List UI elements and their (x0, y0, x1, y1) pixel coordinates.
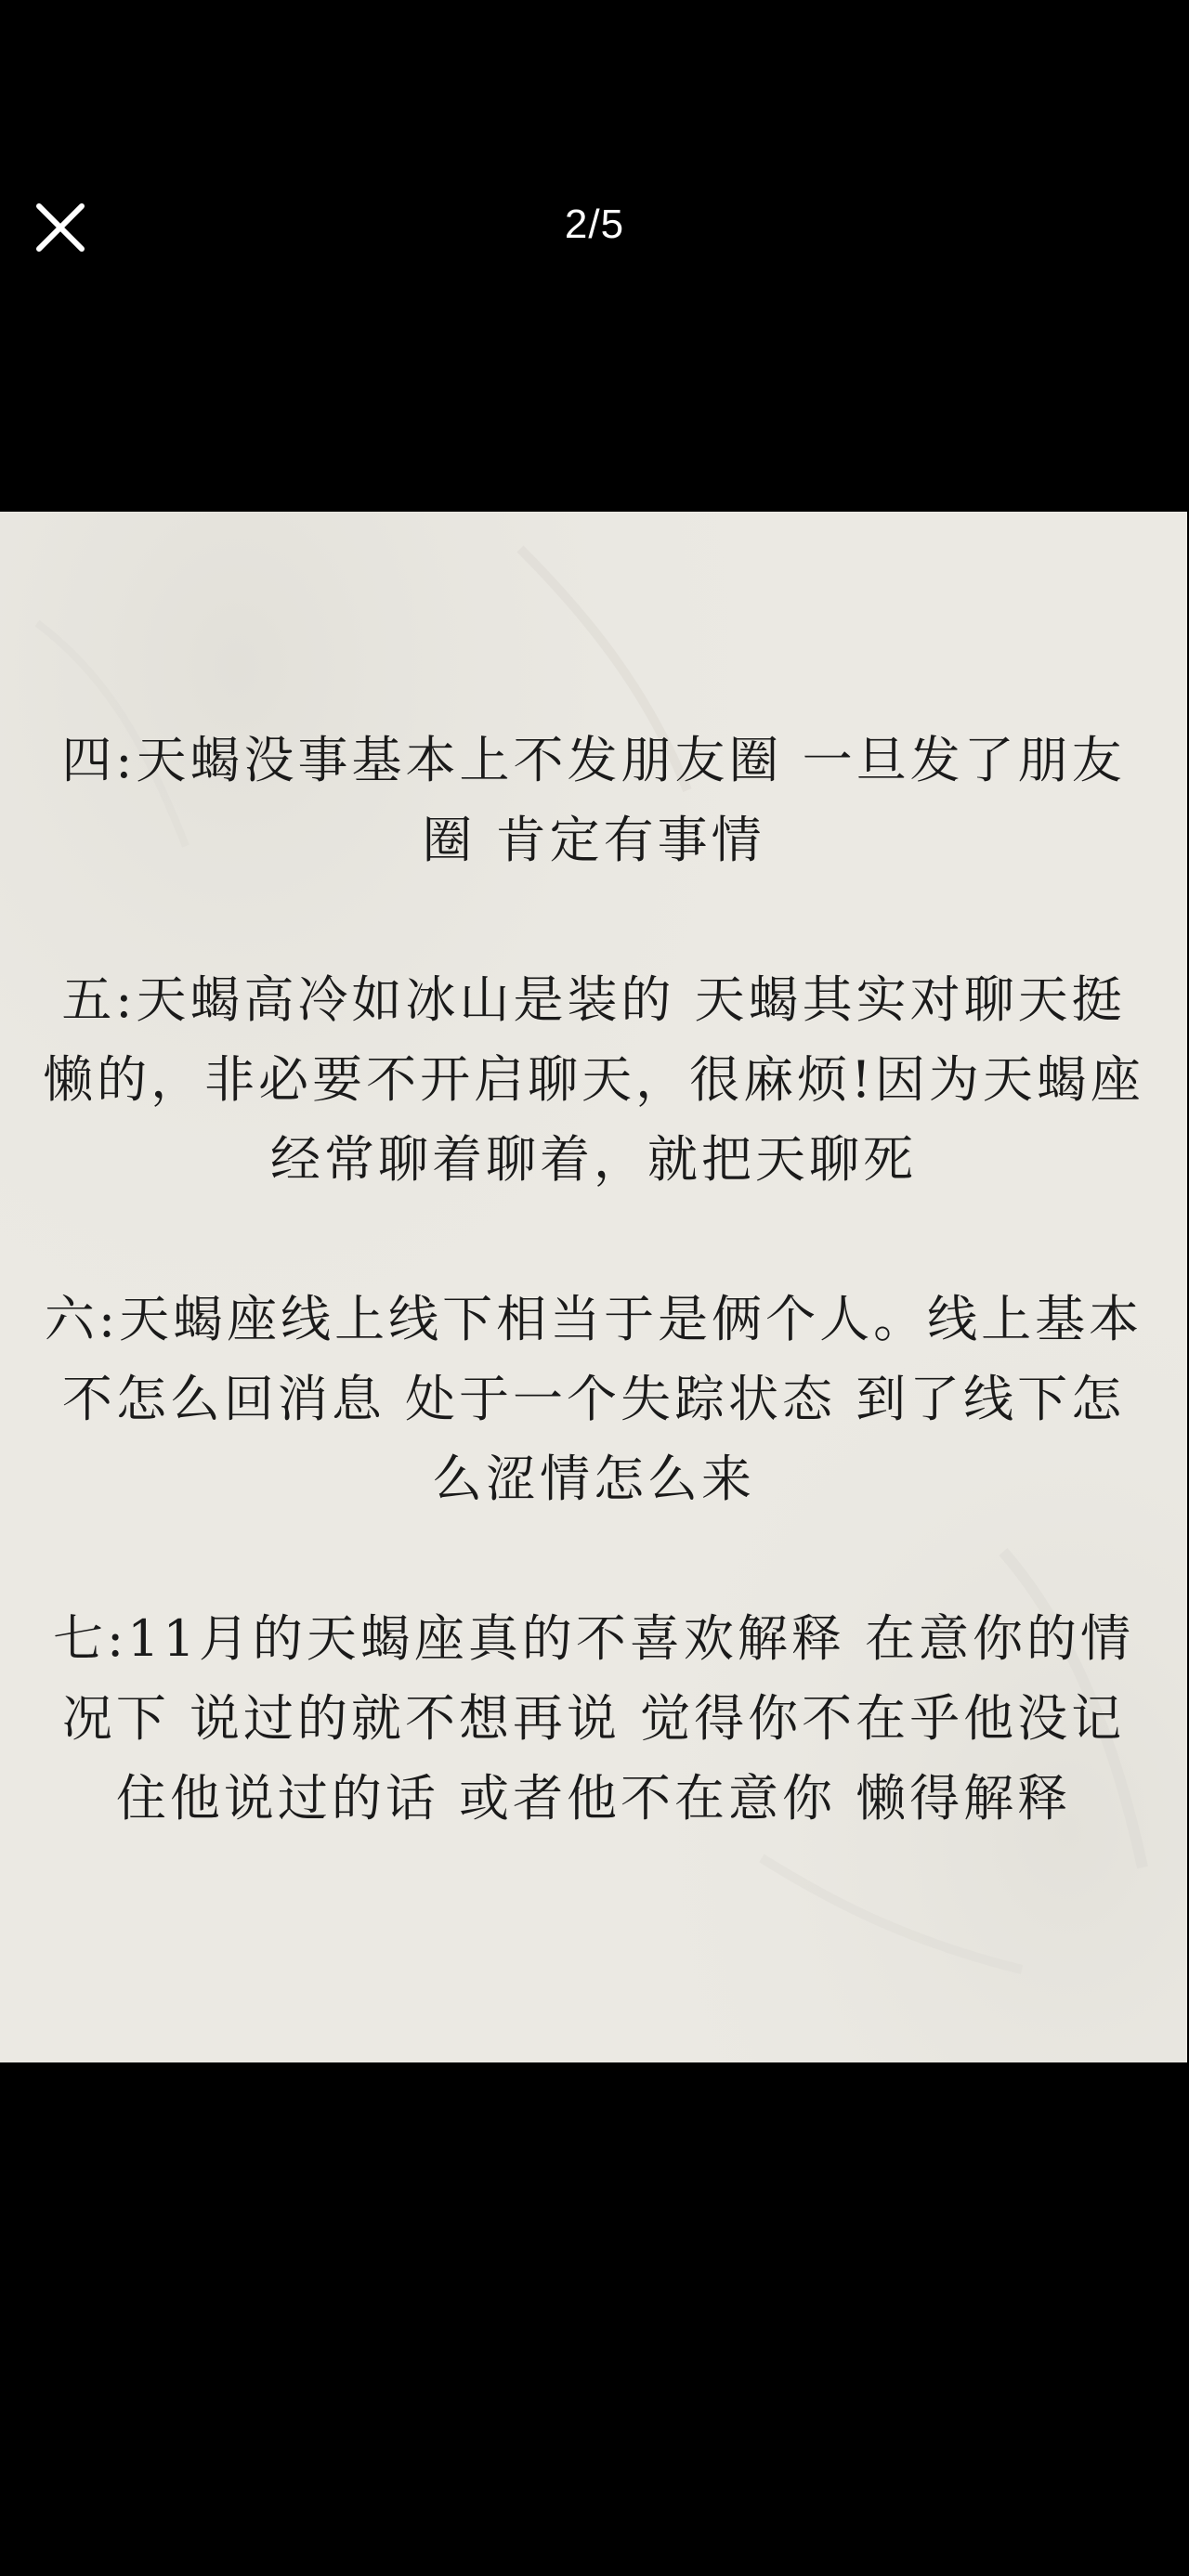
article-text (37, 721, 1150, 1839)
page-counter: 2/5 (564, 202, 625, 247)
image-view[interactable] (0, 512, 1187, 2062)
paragraph-6: 六:天蝎座线上线下相当于是俩个人。线上基本不怎么回消息 处于一个失踪状态 到了线下怎么涩情怎么来 (44, 1290, 1143, 1508)
paragraph-4: 四:天蝎没事基本上不发朋友圈 一旦发了朋友圈 肯定有事情 (61, 731, 1126, 869)
paragraph-7: 七:11月的天蝎座真的不喜欢解释 在意你的情况下 说过的就不想再说 觉得你不在乎他没记住他说过的话 或者他不在意你 懒得解释 (52, 1609, 1135, 1828)
paragraph-5: 五:天蝎高冷如冰山是装的 天蝎其实对聊天挺懒的，非必要不开启聊天，很麻烦!因为天蝎座经常聊着聊着，就把天聊死 (43, 970, 1144, 1189)
